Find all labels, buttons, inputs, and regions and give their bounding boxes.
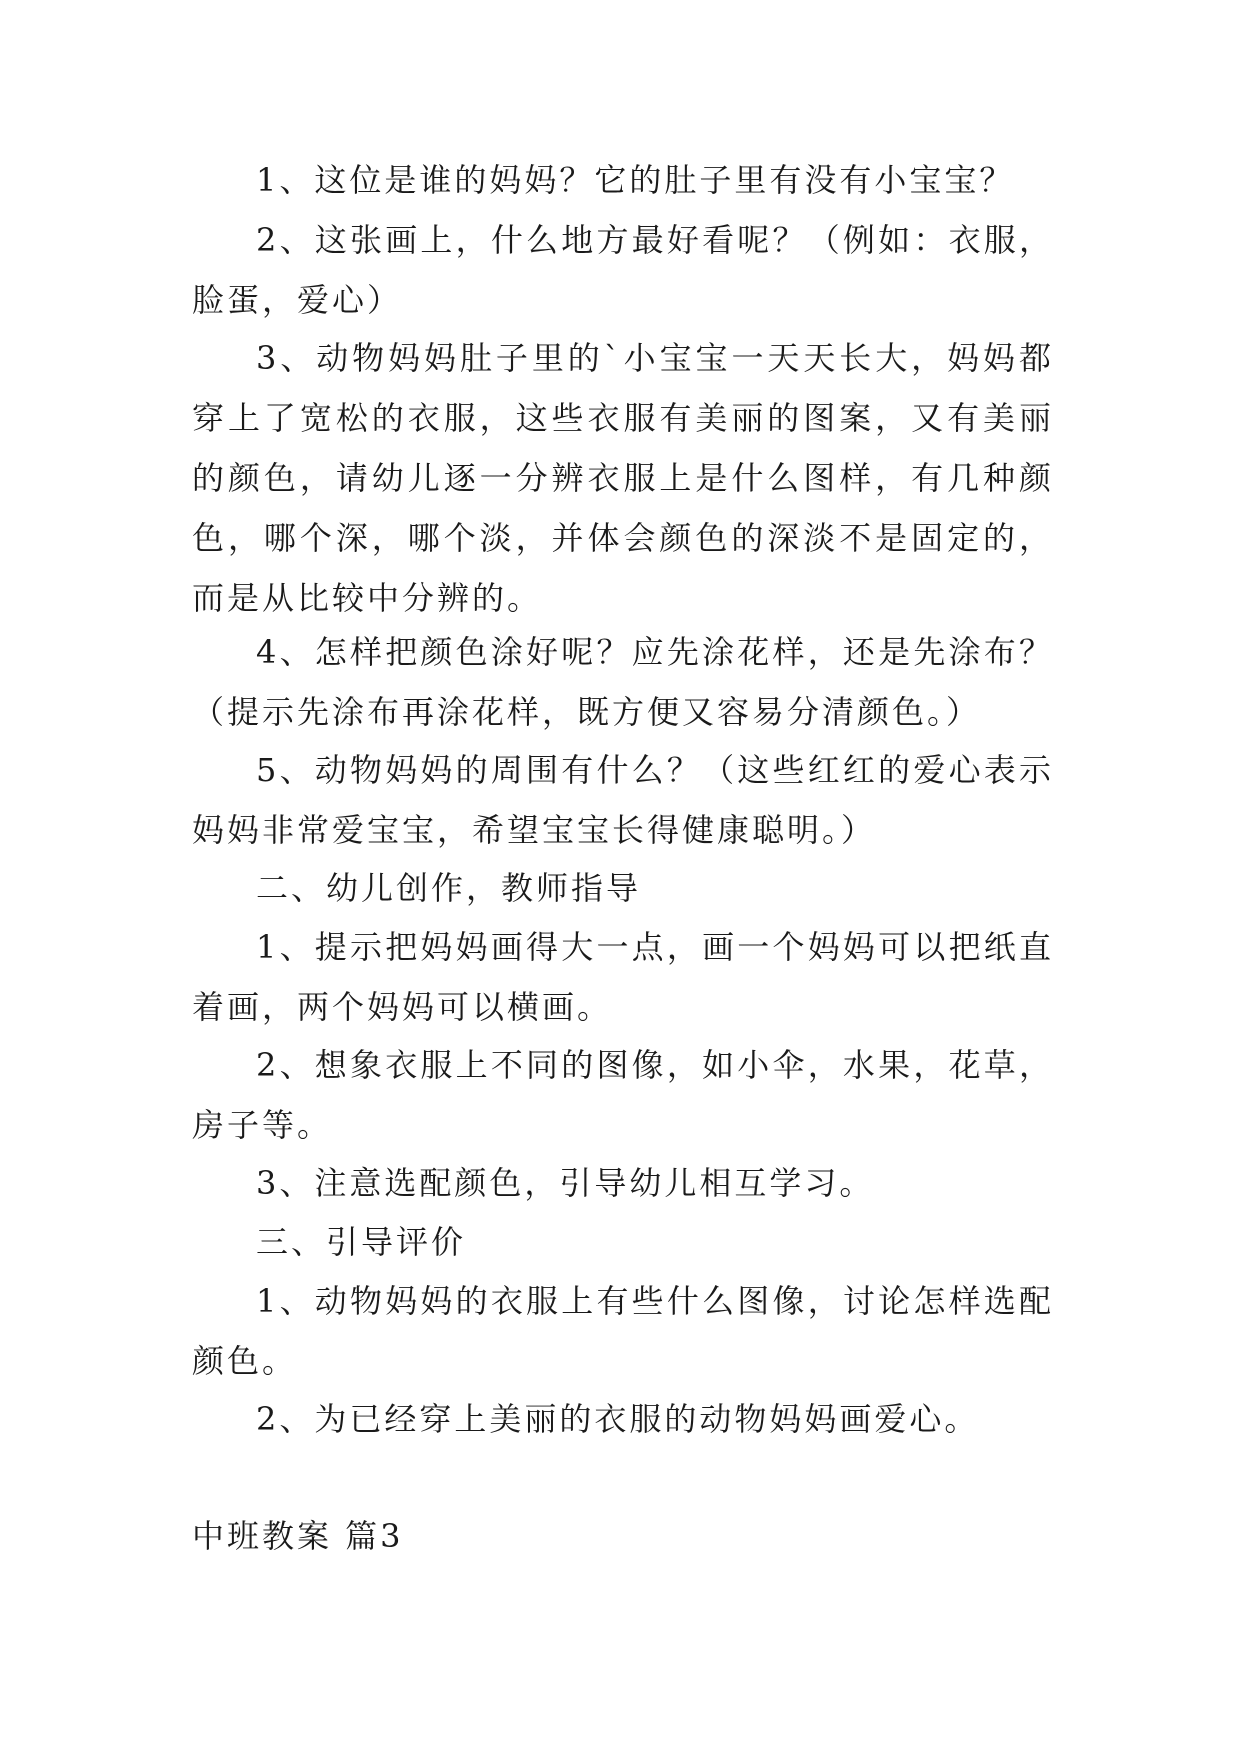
- paragraph-10: 2、为已经穿上美丽的衣服的动物妈妈画爱心。: [256, 1400, 980, 1438]
- paragraph-6: 1、提示把妈妈画得大一点，画一个妈妈可以把纸直着画，两个妈妈可以横画。: [192, 928, 1054, 1026]
- paragraph-5: 5、动物妈妈的周围有什么？（这些红红的爱心表示妈妈非常爱宝宝，希望宝宝长得健康聪明。）: [192, 751, 1054, 849]
- paragraph-8: 3、注意选配颜色，引导幼儿相互学习。: [256, 1164, 875, 1202]
- paragraph-9: 1、动物妈妈的衣服上有些什么图像，讨论怎样选配颜色。: [192, 1282, 1054, 1380]
- paragraph-2: 2、这张画上，什么地方最好看呢？（例如：衣服，脸蛋，爱心）: [192, 221, 1054, 319]
- section-heading: 中班教案 篇3: [192, 1517, 404, 1555]
- section-three-title: 三、引导评价: [256, 1223, 467, 1261]
- paragraph-3: 3、动物妈妈肚子里的`小宝宝一天天长大，妈妈都穿上了宽松的衣服，这些衣服有美丽的图案，又有美丽的颜色，请幼儿逐一分辨衣服上是什么图样，有几种颜色，哪个深，哪个淡，并体会颜色的深淡不是固定的，而是从比较中分辨的。: [192, 339, 1054, 617]
- paragraph-7: 2、想象衣服上不同的图像，如小伞，水果，花草，房子等。: [192, 1046, 1054, 1144]
- paragraph-1: 1、这位是谁的妈妈？它的肚子里有没有小宝宝？: [256, 161, 1015, 199]
- section-two-title: 二、幼儿创作，教师指导: [256, 869, 642, 907]
- paragraph-4: 4、怎样把颜色涂好呢？应先涂花样，还是先涂布？（提示先涂布再涂花样，既方便又容易分清颜色。）: [192, 633, 1054, 731]
